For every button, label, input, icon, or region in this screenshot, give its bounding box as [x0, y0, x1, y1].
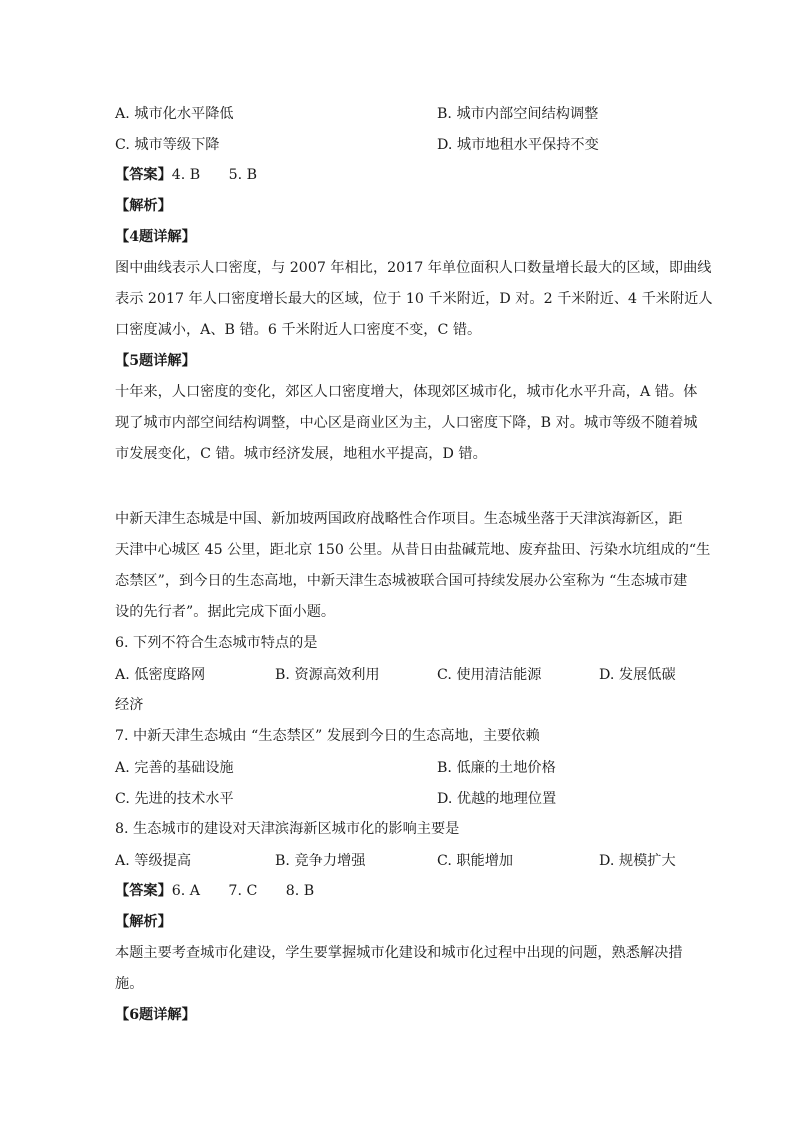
q8-option-d: D. 规模扩大	[599, 853, 676, 869]
answer-label: 【答案】	[115, 883, 172, 899]
answer-label: 【答案】	[115, 167, 172, 183]
q7-option-b: B. 低廉的土地价格	[437, 760, 556, 776]
analysis-2-label: 【解析】	[115, 914, 172, 930]
q6-stem: 6. 下列不符合生态城市特点的是	[115, 635, 318, 651]
detail-5-line: 市发展变化，C 错。城市经济发展，地租水平提高，D 错。	[115, 446, 487, 462]
q6-option-a: A. 低密度路网	[115, 667, 206, 683]
q5-option-d: D. 城市地租水平保持不变	[437, 137, 599, 153]
answer-6-8	[115, 881, 685, 901]
detail-5-label: 【5题详解】	[115, 353, 196, 369]
q7-option-a: A. 完善的基础设施	[115, 760, 234, 776]
q8-option-a: A. 等级提高	[115, 853, 192, 869]
q7-stem: 7. 中新天津生态城由 “生态禁区” 发展到今日的生态高地，主要依赖	[115, 728, 540, 744]
q8-stem: 8. 生态城市的建设对天津滨海新区城市化的影响主要是	[115, 821, 460, 837]
detail-4-label: 【4题详解】	[115, 229, 196, 245]
detail-4-line: 表示 2017 年人口密度增长最大的区域，位于 10 千米附近，D 对。2 千米附近、4 千米附近人	[115, 291, 713, 307]
passage-line: 设的先行者”。据此完成下面小题。	[115, 604, 336, 620]
q6-option-c: C. 使用清洁能源	[437, 667, 542, 683]
answer-text: 4. B 5. B	[171, 167, 258, 183]
answer-text: 6. A 7. C 8. B	[171, 883, 315, 899]
q6-option-b: B. 资源高效利用	[275, 667, 380, 683]
analysis-2-line: 本题主要考查城市化建设，学生要掌握城市化建设和城市化过程中出现的问题，熟悉解决措	[115, 945, 683, 961]
q8-option-b: B. 竞争力增强	[275, 853, 366, 869]
q7-option-c: C. 先进的技术水平	[115, 791, 234, 807]
passage-line: 天津中心城区 45 公里，距北京 150 公里。从昔日由盐碱荒地、废弃盐田、污染水坑组成的“生	[115, 542, 711, 558]
q8-option-c: C. 职能增加	[437, 853, 514, 869]
answer-4-5	[115, 165, 685, 185]
detail-6-label: 【6题详解】	[115, 1007, 196, 1023]
detail-5-line: 十年来，人口密度的变化，郊区人口密度增大，体现郊区城市化，城市化水平升高，A 错。体	[115, 384, 698, 400]
q7-option-d: D. 优越的地理位置	[437, 791, 557, 807]
q5-option-c: C. 城市等级下降	[115, 137, 220, 153]
q6-option-d-continued: 经济	[115, 697, 144, 713]
q5-option-a: A. 城市化水平降低	[115, 106, 234, 122]
detail-4-line: 图中曲线表示人口密度，与 2007 年相比，2017 年单位面积人口数量增长最大的区域，即曲线	[115, 260, 712, 276]
detail-4-line: 口密度减小，A、B 错。6 千米附近人口密度不变，C 错。	[115, 322, 482, 338]
analysis-2-line: 施。	[115, 976, 144, 992]
passage-line: 态禁区”，到今日的生态高地，中新天津生态城被联合国可持续发展办公室称为 “生态城市建	[115, 573, 688, 589]
analysis-label: 【解析】	[115, 198, 172, 214]
detail-5-line: 现了城市内部空间结构调整，中心区是商业区为主，人口密度下降，B 对。城市等级不随着城	[115, 415, 698, 431]
q5-option-b: B. 城市内部空间结构调整	[437, 106, 599, 122]
q6-option-d: D. 发展低碳	[599, 667, 676, 683]
passage-line: 中新天津生态城是中国、新加坡两国政府战略性合作项目。生态城坐落于天津滨海新区，距	[115, 511, 683, 527]
